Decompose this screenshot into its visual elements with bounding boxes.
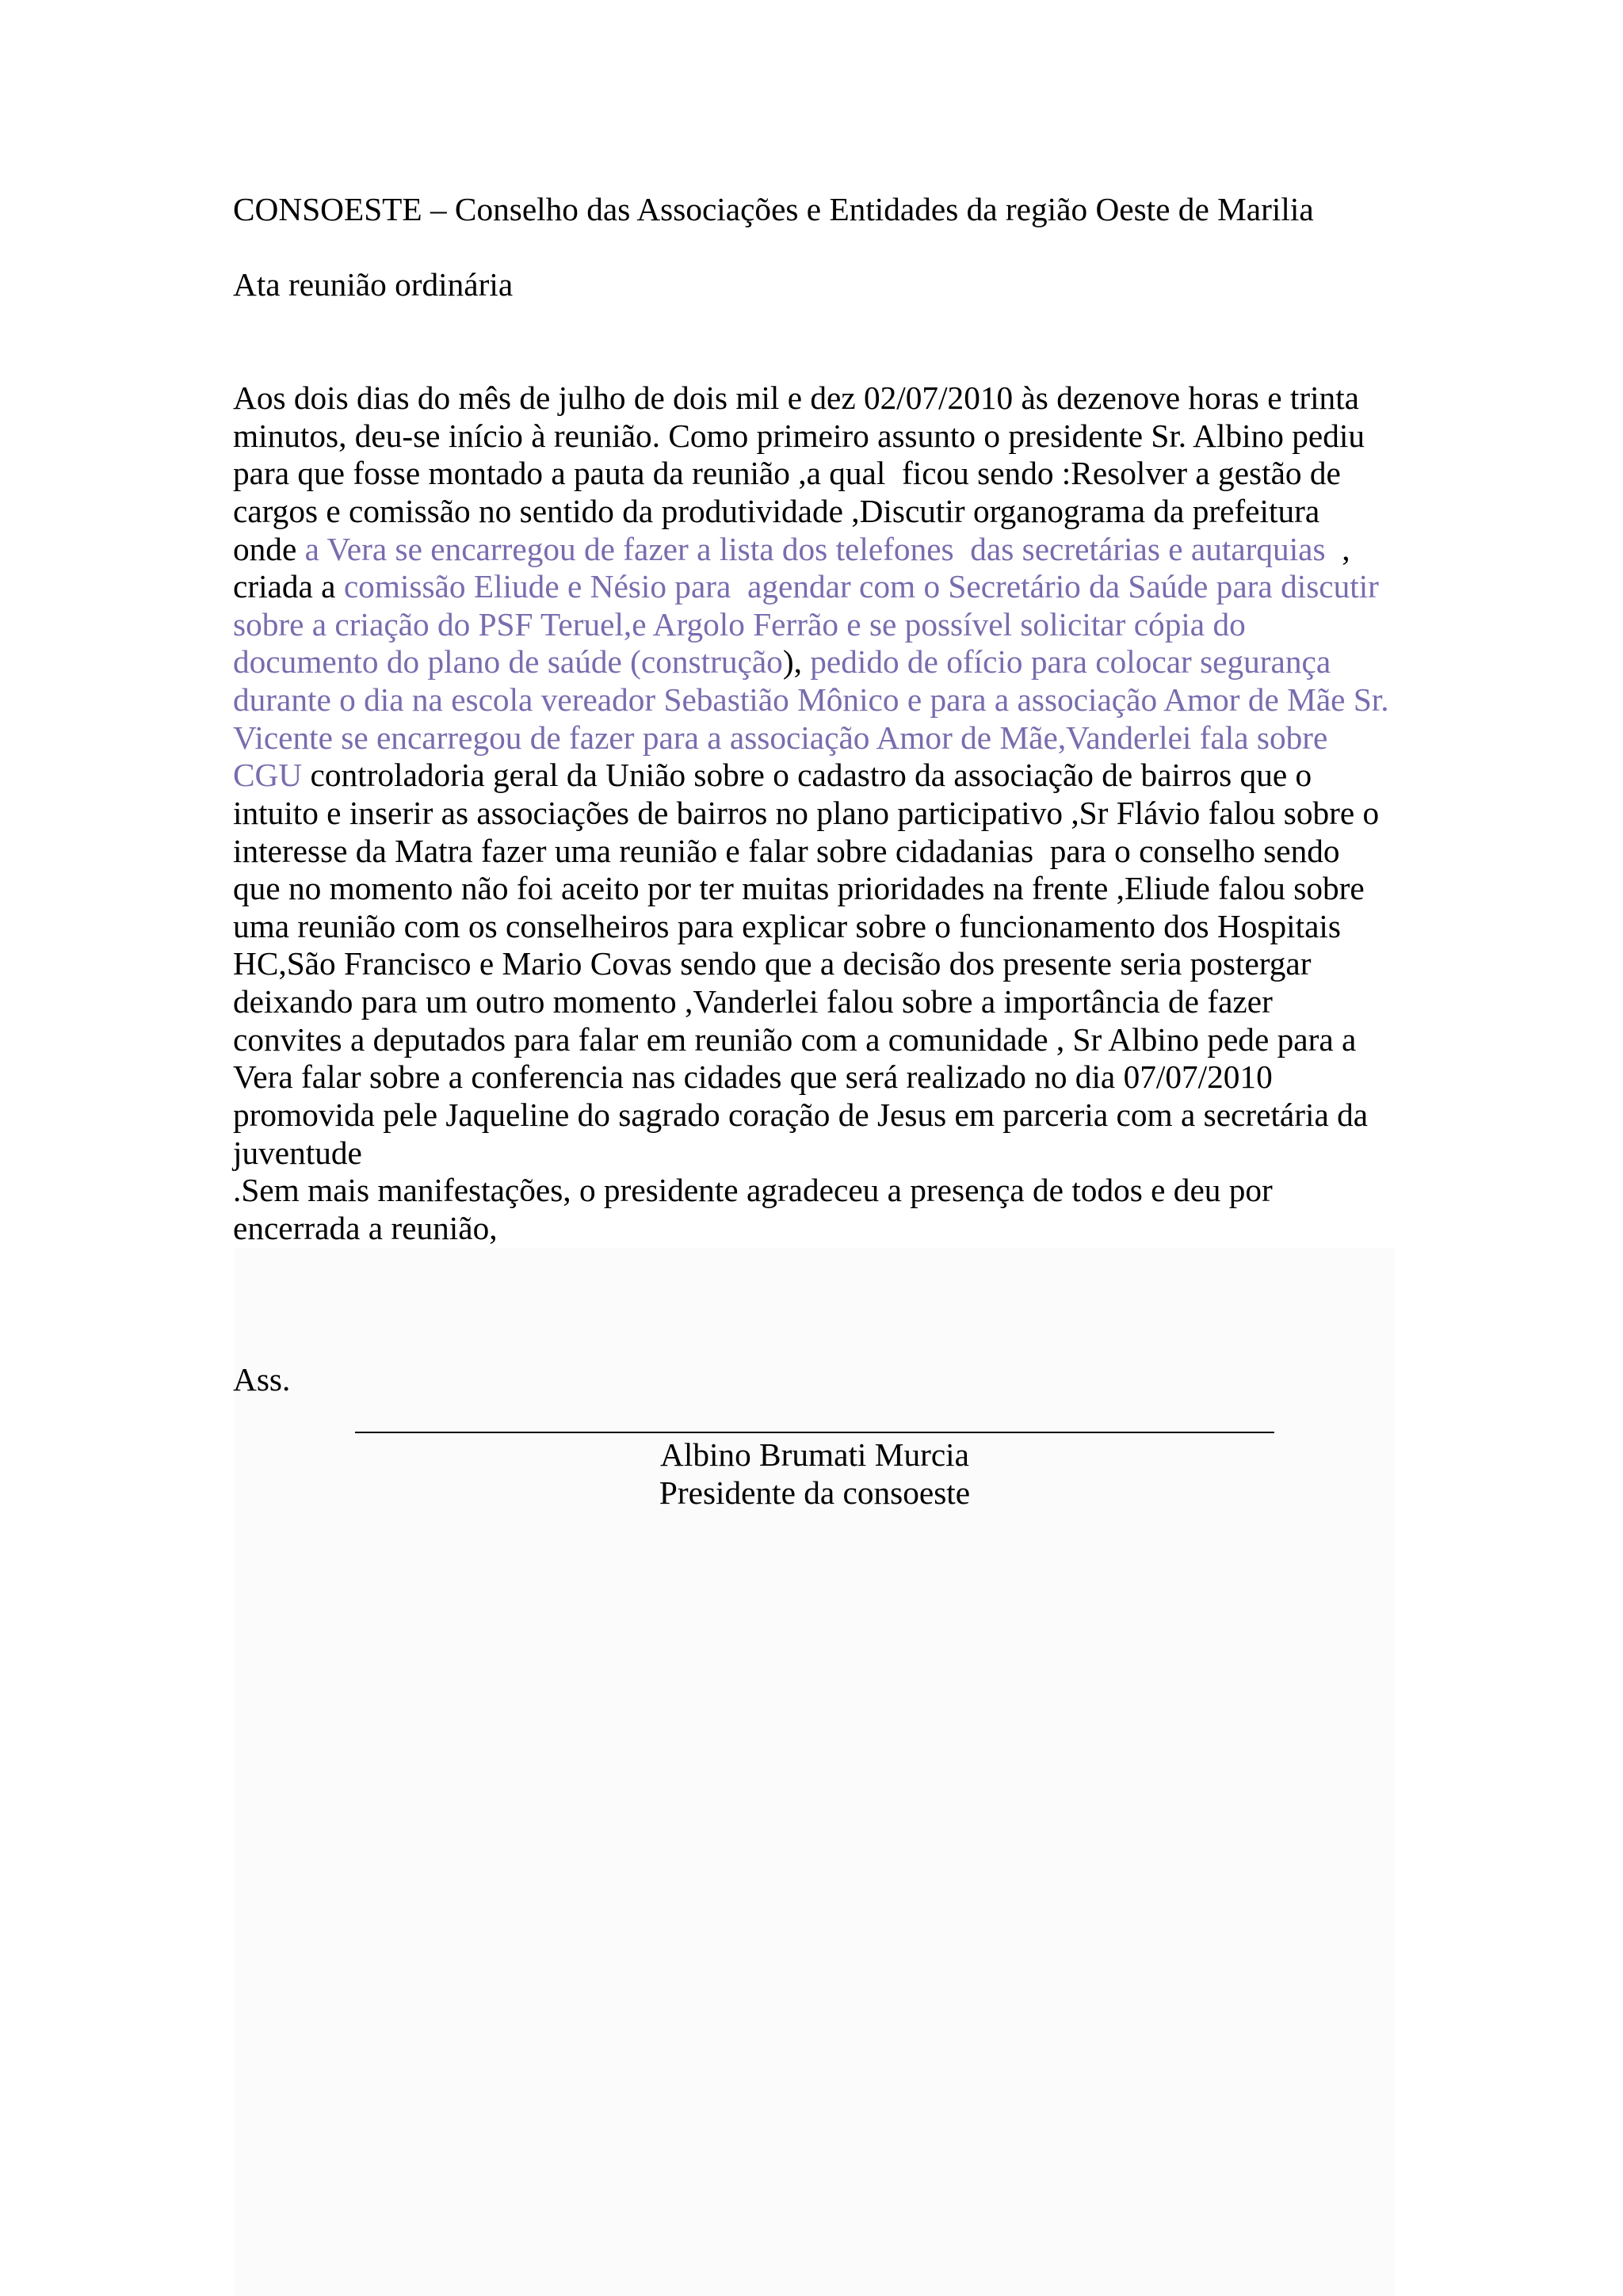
- highlighted-minutes-text: durante o dia na escola vereador Sebastião Mônico e para a associação Amor de Mãe Sr.: [233, 681, 1389, 718]
- highlighted-minutes-text: Vicente se encarregou de fazer para a associação Amor de Mãe,Vanderlei fala sobre: [233, 719, 1328, 756]
- minutes-line: [233, 681, 1389, 719]
- highlighted-minutes-text: documento do plano de saúde (construção: [233, 643, 783, 681]
- minutes-text: ),: [782, 643, 802, 681]
- highlighted-minutes-text: pedido de ofício para colocar segurança: [801, 643, 1331, 681]
- highlighted-minutes-text: comissão Eliude e Nésio para agendar com o Secretário da Saúde para discutir: [343, 568, 1379, 605]
- minutes-text: controladoria geral da União sobre o cadastro da associação de bairros que o: [302, 757, 1312, 794]
- minutes-text: que no momento não foi aceito por ter muitas prioridades na frente ,Eliude falou sobre: [233, 870, 1365, 907]
- minutes-line: [233, 1021, 1389, 1059]
- minutes-line: [233, 643, 1389, 681]
- signature-label: Ass.: [233, 1361, 291, 1398]
- minutes-line: [233, 418, 1389, 456]
- minutes-line: [233, 531, 1389, 569]
- minutes-line: [233, 870, 1389, 908]
- highlighted-minutes-text: a Vera se encarregou de fazer a lista dos telefones das secretárias e autarquias: [304, 530, 1326, 567]
- minutes-text: onde: [233, 530, 305, 567]
- signatory-name: Albino Brumati Murcia: [660, 1436, 969, 1473]
- minutes-line: [233, 606, 1389, 644]
- minutes-text: ,: [1325, 530, 1350, 567]
- signatory-role: Presidente da consoeste: [659, 1474, 971, 1511]
- minutes-text: promovida pele Jaqueline do sagrado coração de Jesus em parceria com a secretária da: [233, 1096, 1369, 1133]
- minutes-text: interesse da Matra fazer uma reunião e falar sobre cidadanias para o conselho sendo: [233, 832, 1340, 869]
- signature-line: [355, 1432, 1274, 1433]
- minutes-text: deixando para um outro momento ,Vanderlei falou sobre a importância de fazer: [233, 983, 1273, 1020]
- minutes-text: Aos dois dias do mês de julho de dois mil e dez 02/07/2010 às dezenove horas e trinta: [233, 379, 1360, 416]
- document-subtitle: Ata reunião ordinária: [233, 266, 514, 303]
- minutes-text: para que fosse montado a pauta da reunião ,a qual ficou sendo :Resolver a gestão de: [233, 455, 1341, 492]
- minutes-text: intuito e inserir as associações de bairros no plano participativo ,Sr Flávio falou sobre o: [233, 794, 1380, 831]
- signature-block: [355, 1436, 1274, 1512]
- minutes-line: [233, 719, 1389, 757]
- minutes-line: [233, 983, 1389, 1021]
- document-title: CONSOESTE – Conselho das Associações e Entidades da região Oeste de Marilia: [233, 191, 1314, 227]
- minutes-text: uma reunião com os conselheiros para explicar sobre o funcionamento dos Hospitais: [233, 907, 1341, 944]
- minutes-line: [233, 493, 1389, 531]
- minutes-line: [233, 1097, 1389, 1135]
- minutes-line: [233, 833, 1389, 871]
- minutes-text: convites a deputados para falar em reunião com a comunidade , Sr Albino pede para a: [233, 1020, 1357, 1058]
- minutes-line: [233, 1172, 1389, 1210]
- minutes-text: minutos, deu-se início à reunião. Como primeiro assunto o presidente Sr. Albino pediu: [233, 417, 1365, 454]
- minutes-text: HC,São Francisco e Mario Covas sendo que a decisão dos presente seria postergar: [233, 945, 1312, 982]
- minutes-text: cargos e comissão no sentido da produtividade ,Discutir organograma da prefeitura: [233, 492, 1320, 529]
- minutes-line: [233, 379, 1389, 418]
- minutes-line: [233, 757, 1389, 795]
- minutes-line: [233, 945, 1389, 983]
- minutes-line: [233, 1058, 1389, 1097]
- minutes-text: criada a: [233, 568, 344, 605]
- minutes-line: [233, 795, 1389, 833]
- minutes-text: encerrada a reunião,: [233, 1209, 498, 1246]
- shaded-page-area: [235, 1248, 1395, 2296]
- minutes-text: juventude: [233, 1134, 362, 1171]
- minutes-line: [233, 908, 1389, 946]
- highlighted-minutes-text: CGU: [233, 757, 303, 794]
- minutes-line: [233, 568, 1389, 606]
- minutes-text: .Sem mais manifestações, o presidente agradeceu a presença de todos e deu por: [233, 1172, 1273, 1209]
- highlighted-minutes-text: sobre a criação do PSF Teruel,e Argolo Ferrão e se possível solicitar cópia do: [233, 605, 1246, 643]
- minutes-line: [233, 455, 1389, 493]
- minutes-text: Vera falar sobre a conferencia nas cidades que será realizado no dia 07/07/2010: [233, 1058, 1273, 1096]
- minutes-line: [233, 1135, 1389, 1173]
- minutes-line: [233, 1210, 1389, 1248]
- minutes-body: [233, 379, 1389, 1247]
